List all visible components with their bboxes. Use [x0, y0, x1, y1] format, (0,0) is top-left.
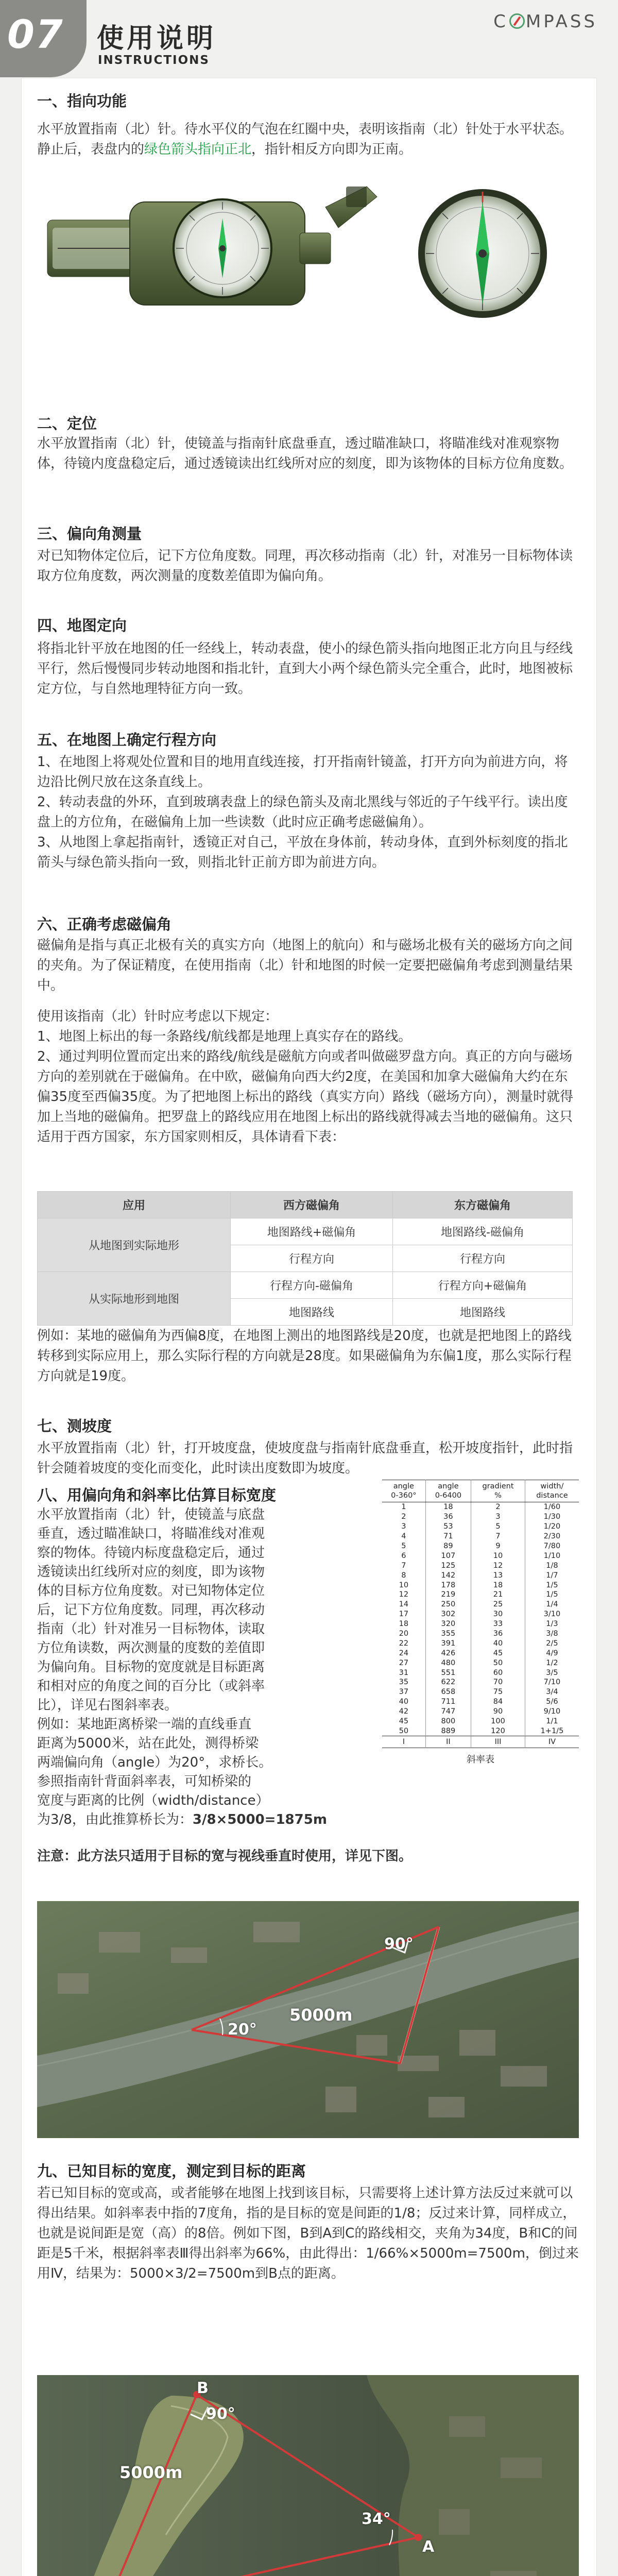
table-cell: 18 [471, 1580, 525, 1590]
table-row [382, 1609, 579, 1619]
table-cell: 250 [425, 1600, 471, 1609]
declination-table [37, 1191, 573, 1326]
table-row [382, 1570, 579, 1580]
content-card [22, 78, 596, 2576]
section-9-heading: 九、已知目标的宽度，测定到目标的距离 [37, 2162, 306, 2180]
table-row [382, 1658, 579, 1668]
table-cell: 9 [471, 1541, 525, 1551]
table-cell: 3/10 [525, 1609, 579, 1619]
table-cell: 60 [471, 1668, 525, 1677]
section-8-note: 注意：此方法只适用于目标的宽与视线垂直时使用，详见下图。 [37, 1849, 413, 1864]
chapter-tab [0, 0, 87, 77]
compass-o-icon [509, 13, 525, 29]
table-cell: 302 [425, 1609, 471, 1619]
gradient-table-block [382, 1480, 579, 1766]
section-9-text: 若已知目标的宽或高，或者能够在地图上找到该目标，只需要将上述计算方法反过来就可以得出结果。如斜率表中指的7度角，指的是目标的宽是间距的1/8；反过来计算，同样成立，也就是说间距是宽（高）的8倍。例如下图，B到A到C的路线相交，夹角为34度，B和C的间距是5千米，根据斜率表Ⅲ得出斜率为66%，由此得出：1/66%×5000m=7500m，倒过来用Ⅳ，结果为：5000×3/2=7500m到B点的距离。 [37, 2185, 579, 2281]
table-cell: 27 [399, 1658, 409, 1667]
table-cell: III [471, 1736, 525, 1748]
section-2-heading: 二、定位 [37, 415, 97, 432]
table-cell: 7 [471, 1532, 525, 1541]
table-row [382, 1590, 579, 1600]
table-cell: 1/3 [525, 1619, 579, 1629]
table-cell: 90 [471, 1707, 525, 1717]
section-3-heading: 三、偏向角测量 [37, 525, 142, 543]
table-row [382, 1541, 579, 1551]
table-cell: 5 [401, 1542, 406, 1550]
table-row [382, 1629, 579, 1639]
table-cell: 3/4 [525, 1687, 579, 1697]
table-cell: 3 [401, 1522, 406, 1531]
table-cell: 7/80 [525, 1541, 579, 1551]
table-cell: 622 [425, 1677, 471, 1687]
table-row [382, 1512, 579, 1522]
distance-label: 5000m [119, 2463, 183, 2482]
table-cell: 5/6 [525, 1697, 579, 1707]
table-cell: 711 [425, 1697, 471, 1707]
table-cell: 1/10 [525, 1551, 579, 1561]
table-cell: 53 [425, 1522, 471, 1532]
table-cell: 1/60 [525, 1502, 579, 1512]
page-title: 使用说明 [97, 23, 217, 54]
bridge-aerial-image [37, 1901, 579, 2138]
table-cell: 1/5 [525, 1590, 579, 1600]
section-5-heading: 五、在地图上确定行程方向 [37, 731, 217, 749]
table-cell: I [382, 1736, 425, 1748]
table-header-row: angle 0-360° angle 0-6400 gradient % width/ distance [382, 1480, 579, 1502]
table-cell: 1/5 [525, 1580, 579, 1590]
table-cell: 8 [401, 1571, 406, 1580]
table-cell: 18 [399, 1620, 409, 1629]
table-row: 从地图到实际地形 地图路线+磁偏角 地图路线-磁偏角 [38, 1218, 573, 1245]
table-cell: 355 [425, 1629, 471, 1639]
table-row [382, 1561, 579, 1570]
angle-a-label: 34° [362, 2510, 391, 2528]
table-cell: 7/10 [525, 1677, 579, 1687]
table-row [382, 1638, 579, 1648]
compass-product-image [37, 171, 398, 320]
section-4-text: 将指北针平放在地图的任一经线上，转动表盘，使小的绿色箭头指向地图正北方向且与经线平行，然后慢慢同步转动地图和指北针，直到大小两个绿色箭头完全重合，此时，地图被标定方位，与自然地理特征方向一致。 [37, 641, 573, 697]
table-cell: 40 [471, 1638, 525, 1648]
table-cell: 30 [471, 1609, 525, 1619]
table-cell: 480 [425, 1658, 471, 1668]
table-cell: II [425, 1736, 471, 1748]
table-header-row: 应用 西方磁偏角 东方磁偏角 [38, 1192, 573, 1218]
section-6-intro: 磁偏角是指与真正北极有关的真实方向（地图上的航向）和与磁场北极有关的磁场方向之间的夹角。为了保证精度，在使用指南（北）针和地图的时候一定要把磁偏角考虑到测量结果中。 [37, 938, 573, 993]
point-a-label: A [422, 2538, 435, 2556]
table-row [382, 1522, 579, 1532]
section-8-text: 水平放置指南（北）针，使镜盖与底盘 垂直，透过瞄准缺口，将瞄准线对准观 察的物体。待镜内标度盘稳定后，通过 透镜读出红线所对应的刻度，即为该物 体的目标方位角度数。对已知物体定位 后，记下方位角度数。同理，再次移动 指南（北）针对准另一目标物体，读取 方位角读数，两次测量的度数的差值即 为偏向角。目标物的宽度就是目标距离 和相对应的角度之间的百分比（或斜率 比），详见右图斜率表。 例如：某地距离桥梁一端的直线垂直 距离为5000米，站在此处，测得桥梁 两端偏向角（angle）为20°，求桥长。 参照指南针背面斜率表，可知桥梁的 宽度与距离的比例（width/distance） 为3/8，由此推算桥长为：3/8×5000=1875m [37, 1507, 327, 1827]
table-row [382, 1668, 579, 1677]
gradient-table-caption: 斜率表 [467, 1754, 494, 1766]
table-cell: 747 [425, 1707, 471, 1717]
table-cell: 40 [399, 1698, 409, 1706]
table-cell: 2 [471, 1502, 525, 1512]
table-row: 行程方向 行程方向 [38, 1245, 573, 1272]
right-angle-label: 90° [384, 1935, 414, 1953]
table-cell: 24 [399, 1649, 409, 1657]
table-row [382, 1551, 579, 1561]
table-cell: 37 [399, 1688, 409, 1697]
width-formula: 3/8×5000=1875m [192, 1812, 327, 1827]
table-cell: 1/7 [525, 1570, 579, 1580]
chapter-number: 07 [7, 11, 64, 57]
table-row [382, 1580, 579, 1590]
table-cell: 120 [471, 1726, 525, 1736]
table-cell: 36 [471, 1629, 525, 1639]
table-row [382, 1707, 579, 1717]
table-cell: 42 [399, 1707, 409, 1716]
table-cell: 107 [425, 1551, 471, 1561]
section-6-heading: 六、正确考虑磁偏角 [37, 916, 172, 933]
table-cell: 3/8 [525, 1629, 579, 1639]
table-row [382, 1532, 579, 1541]
table-row [382, 1600, 579, 1609]
lensatic-compass-icon [37, 171, 398, 320]
table-cell: 12 [471, 1561, 525, 1570]
table-cell: 13 [471, 1570, 525, 1580]
table-cell: 125 [425, 1561, 471, 1570]
table-cell: 551 [425, 1668, 471, 1677]
page-subtitle: INSTRUCTIONS [98, 54, 210, 67]
deflection-angle-label: 20° [228, 2021, 257, 2039]
table-row: 地图路线 地图路线 [38, 1299, 573, 1326]
table-cell: 1/8 [525, 1561, 579, 1570]
table-row [382, 1648, 579, 1658]
aerial-map-icon [37, 2375, 579, 2576]
table-cell: 1+1/5 [525, 1726, 579, 1736]
table-cell: 33 [471, 1619, 525, 1629]
section-2-text: 水平放置指南（北）针，使镜盖与指南针底盘垂直，透过瞄准缺口，将瞄准线对准观察物体，待镜内度盘稳定后，通过透镜读出红线所对应的刻度，即为该物体的目标方位角度数。 [37, 436, 573, 471]
table-cell: 1/2 [525, 1658, 579, 1668]
table-cell: 800 [425, 1717, 471, 1726]
island-aerial-image [37, 2375, 579, 2576]
table-cell: 3/5 [525, 1668, 579, 1677]
table-cell: 22 [399, 1639, 409, 1648]
table-cell: 17 [399, 1610, 409, 1619]
table-cell: 1/20 [525, 1522, 579, 1532]
table-cell: 1/1 [525, 1717, 579, 1726]
table-row: 从实际地形到地图 行程方向-磁偏角 行程方向+磁偏角 [38, 1272, 573, 1299]
table-cell: 84 [471, 1697, 525, 1707]
section-3-text: 对已知物体定位后，记下方位角度数。同理，再次移动指南（北）针，对准另一目标物体读取方位角度数，两次测量的度数差值即为偏向角。 [37, 548, 573, 584]
table-cell: 658 [425, 1687, 471, 1697]
section-7-heading: 七、测坡度 [37, 1417, 112, 1435]
table-cell: 2/5 [525, 1638, 579, 1648]
section-5-text: 1、在地图上将观处位置和目的地用直线连接，打开指南针镜盖，打开方向为前进方向，将边沿比例尺放在这条直线上。 2、转动表盘的外环，直到玻璃表盘上的绿色箭头及南北黑线与邻近的子午线平行。读出度盘上的方位角，在磁偏角上加一些读数（此时应正确考虑磁偏角）。 3、从地图上拿起指南针，透镜正对自己，平放在身体前，转动身体，直到外标刻度的指北箭头与绿色箭头指向一致，则指北针正前方即为前进方向。 [37, 754, 568, 870]
table-cell: 75 [471, 1687, 525, 1697]
table-row [382, 1502, 579, 1512]
section-7-text: 水平放置指南（北）针，打开坡度盘，使坡度盘与指南针底盘垂直，松开坡度指针，此时指针会随着坡度的变化而变化，此时读出度数即为坡度。 [37, 1440, 573, 1476]
table-cell: 4/9 [525, 1648, 579, 1658]
table-cell: 4 [401, 1532, 406, 1541]
table-cell: 320 [425, 1619, 471, 1629]
table-cell: 5 [471, 1522, 525, 1532]
table-cell: 7 [401, 1561, 406, 1570]
header [0, 0, 618, 77]
section-8-heading: 八、用偏向角和斜率比估算目标宽度 [37, 1486, 277, 1504]
section-4-heading: 四、地图定向 [37, 617, 127, 634]
table-row [382, 1717, 579, 1726]
table-cell: IV [525, 1736, 579, 1748]
table-cell: 178 [425, 1580, 471, 1590]
table-cell: 50 [399, 1726, 409, 1735]
gradient-table [382, 1480, 579, 1748]
table-cell: 1/4 [525, 1600, 579, 1609]
table-row [382, 1697, 579, 1707]
section-1-text: 水平放置指南（北）针。待水平仪的气泡在红圈中央，表明该指南（北）针处于水平状态。静止后，表盘内的绿色箭头指向正北，指针相反方向即为正南。 [37, 122, 573, 157]
table-cell: 45 [471, 1648, 525, 1658]
table-cell: 20 [399, 1630, 409, 1638]
table-cell: 10 [471, 1551, 525, 1561]
table-cell: 12 [399, 1590, 409, 1599]
right-angle-label: 90° [206, 2405, 235, 2423]
table-cell: 14 [399, 1600, 409, 1609]
compass-dial-image [398, 181, 568, 326]
table-cell: 2 [401, 1513, 406, 1521]
table-row [382, 1677, 579, 1687]
north-label: 正北 [437, 173, 466, 190]
table-row [382, 1619, 579, 1629]
table-cell: 36 [425, 1512, 471, 1522]
table-cell: 3 [471, 1512, 525, 1522]
brand-logo: C MPASS [493, 11, 597, 32]
table-cell: 35 [399, 1678, 409, 1687]
table-cell: 889 [425, 1726, 471, 1736]
table-row [382, 1687, 579, 1697]
table-cell: 71 [425, 1532, 471, 1541]
table-cell: 391 [425, 1638, 471, 1648]
table-cell: 50 [471, 1658, 525, 1668]
table-cell: 1 [401, 1503, 406, 1512]
table-cell: 100 [471, 1717, 525, 1726]
table-row [382, 1726, 579, 1736]
table-cell: 426 [425, 1648, 471, 1658]
table-cell: 10 [399, 1581, 409, 1589]
table-cell: 45 [399, 1717, 409, 1726]
table-cell: 21 [471, 1590, 525, 1600]
section-6-example: 例如：某地的磁偏角为西偏8度，在地图上测出的地图路线是20度，也就是把地图上的路线转移到实际应用上，那么实际行程的方向就是28度。如果磁偏角为东偏1度，那么实际行程方向就是19度。 [37, 1328, 572, 1384]
distance-label: 5000m [289, 2005, 353, 2025]
table-cell: 70 [471, 1677, 525, 1687]
section-1-heading: 一、指向功能 [37, 92, 127, 110]
table-cell: 219 [425, 1590, 471, 1600]
point-b-label: B [197, 2379, 209, 2397]
compass-dial-icon [398, 181, 568, 326]
table-footer-row [382, 1736, 579, 1748]
table-cell: 2/30 [525, 1532, 579, 1541]
table-cell: 9/10 [525, 1707, 579, 1717]
table-cell: 18 [425, 1502, 471, 1512]
table-cell: 1/30 [525, 1512, 579, 1522]
table-cell: 89 [425, 1541, 471, 1551]
table-cell: 6 [401, 1551, 406, 1560]
table-cell: 142 [425, 1570, 471, 1580]
section-6-rules: 使用该指南（北）针时应考虑以下规定： 1、地图上标出的每一条路线/航线都是地理上真实存在的路线。 2、通过判明位置而定出来的路线/航线是磁航方向或者叫做磁罗盘方向。真正的方向与磁场方向的差别就在于磁偏角。在中欧，磁偏角向西大约2度，在美国和加拿大磁偏角大约在东偏35度至西偏35度。为了把地图上标出的路线（真实方向）路线（磁场方向），测量时就得加上当地的磁偏角。把罗盘上的路线应用在地图上标出的路线就得减去当地的磁偏角。这只适用于西方国家，东方国家则相反，具体请看下表： [37, 1009, 574, 1145]
table-cell: 25 [471, 1600, 525, 1609]
table-cell: 31 [399, 1668, 409, 1677]
